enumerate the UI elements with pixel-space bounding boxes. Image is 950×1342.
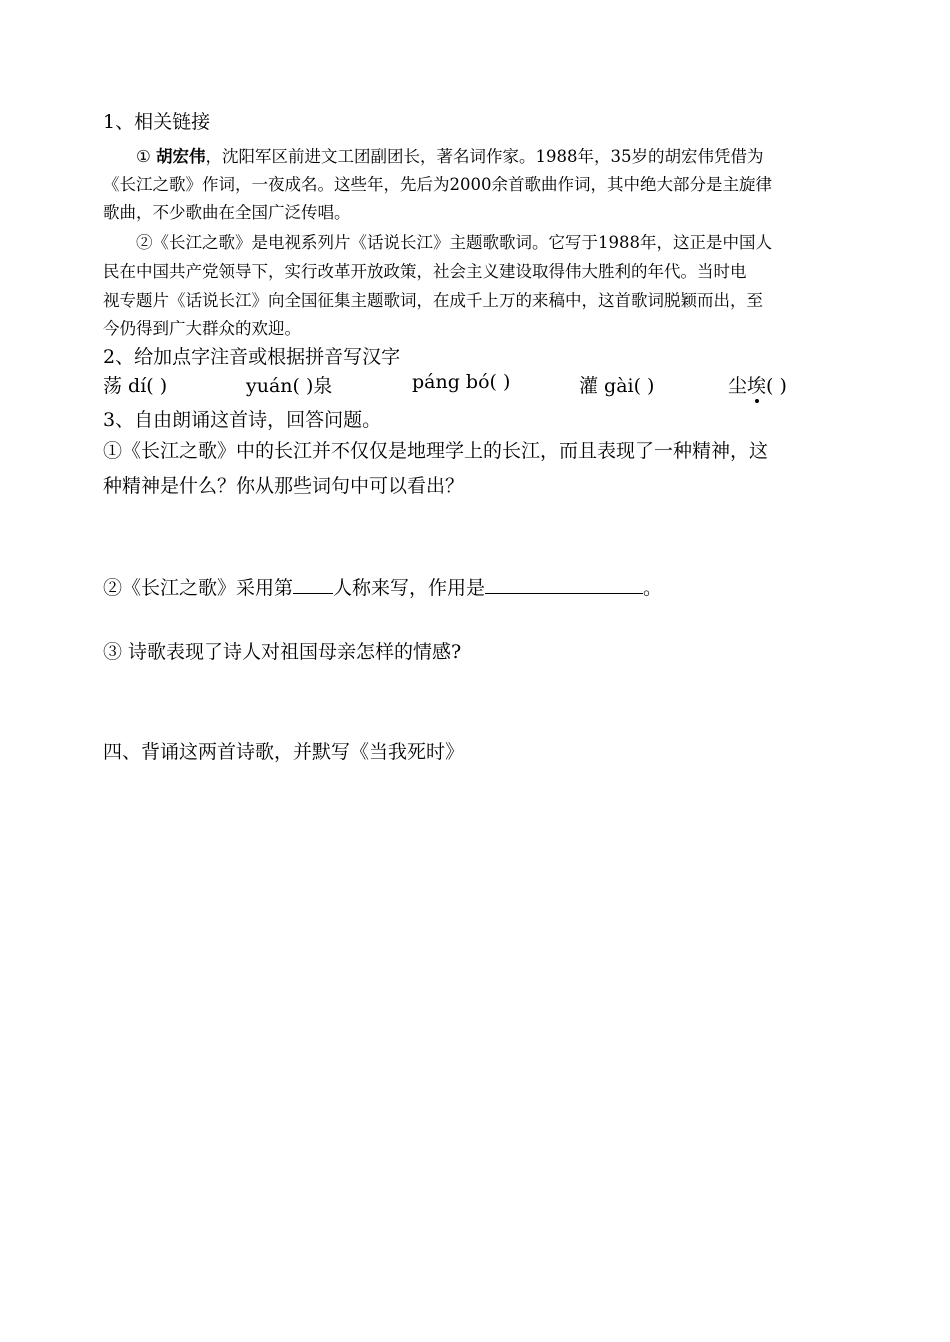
question-1-line-1: ①《长江之歌》中的长江并不仅仅是地理学上的长江，而且表现了一种精神，这 (103, 440, 769, 462)
paragraph-2-line-2: 民在中国共产党领导下，实行改革开放政策，社会主义建设取得伟大胜利的年代。当时电 (103, 262, 747, 281)
pinyin-item-1: 荡 dí( ) (103, 375, 168, 397)
paragraph-2-line-4: 今仍得到广大群众的欢迎。 (103, 319, 301, 338)
paragraph-1-line-3: 歌曲，不少歌曲在全国广泛传唱。 (103, 203, 351, 222)
pinyin-item-5 (728, 371, 787, 398)
paragraph-1-line-1 (136, 143, 764, 167)
paragraph-2-line-1: ②《长江之歌》是电视系列片《话说长江》主题歌歌词。它写于1988年，这正是中国人 (136, 233, 772, 252)
section-3-heading: 3、自由朗诵这首诗，回答问题。 (103, 409, 382, 431)
pinyin-item-5-blank: ( ) (766, 375, 787, 397)
dotted-character: 埃 (747, 371, 766, 398)
question-2 (103, 573, 662, 600)
circled-number-1: ① (136, 147, 151, 166)
question-2-part-c: 。 (643, 577, 663, 599)
author-name: 胡宏伟 (156, 147, 206, 166)
question-2-part-b: 人称来写，作用是 (333, 577, 486, 599)
pinyin-item-5-char: 尘 (728, 375, 748, 397)
section-4-heading: 四、背诵这两首诗歌，并默写《当我死时》 (103, 741, 465, 763)
pinyin-item-4: 灌 gài( ) (579, 375, 655, 397)
section-1-heading: 1、相关链接 (103, 111, 211, 133)
pinyin-item-2: yuán( )泉 (246, 375, 333, 397)
question-2-part-a: ②《长江之歌》采用第 (103, 577, 294, 599)
paragraph-1-line-2: 《长江之歌》作词，一夜成名。这些年，先后为2000余首歌曲作词，其中绝大部分是主旋律 (103, 175, 772, 194)
pinyin-item-3: páng bó( ) (412, 371, 511, 393)
question-1-line-2: 种精神是什么？你从那些词句中可以看出？ (103, 475, 465, 497)
paragraph-2-line-3: 视专题片《话说长江》向全国征集主题歌词，在成千上万的来稿中，这首歌词脱颖而出，至 (103, 291, 763, 310)
question-3: ③ 诗歌表现了诗人对祖国母亲怎样的情感? (103, 641, 462, 663)
answer-blank-long[interactable] (485, 592, 643, 594)
answer-blank-short[interactable] (293, 592, 333, 594)
paragraph-1-text: ，沈阳军区前进文工团副团长，著名词作家。1988年，35岁的胡宏伟凭借为 (205, 147, 764, 166)
section-2-heading: 2、给加点字注音或根据拼音写汉字 (103, 346, 401, 368)
